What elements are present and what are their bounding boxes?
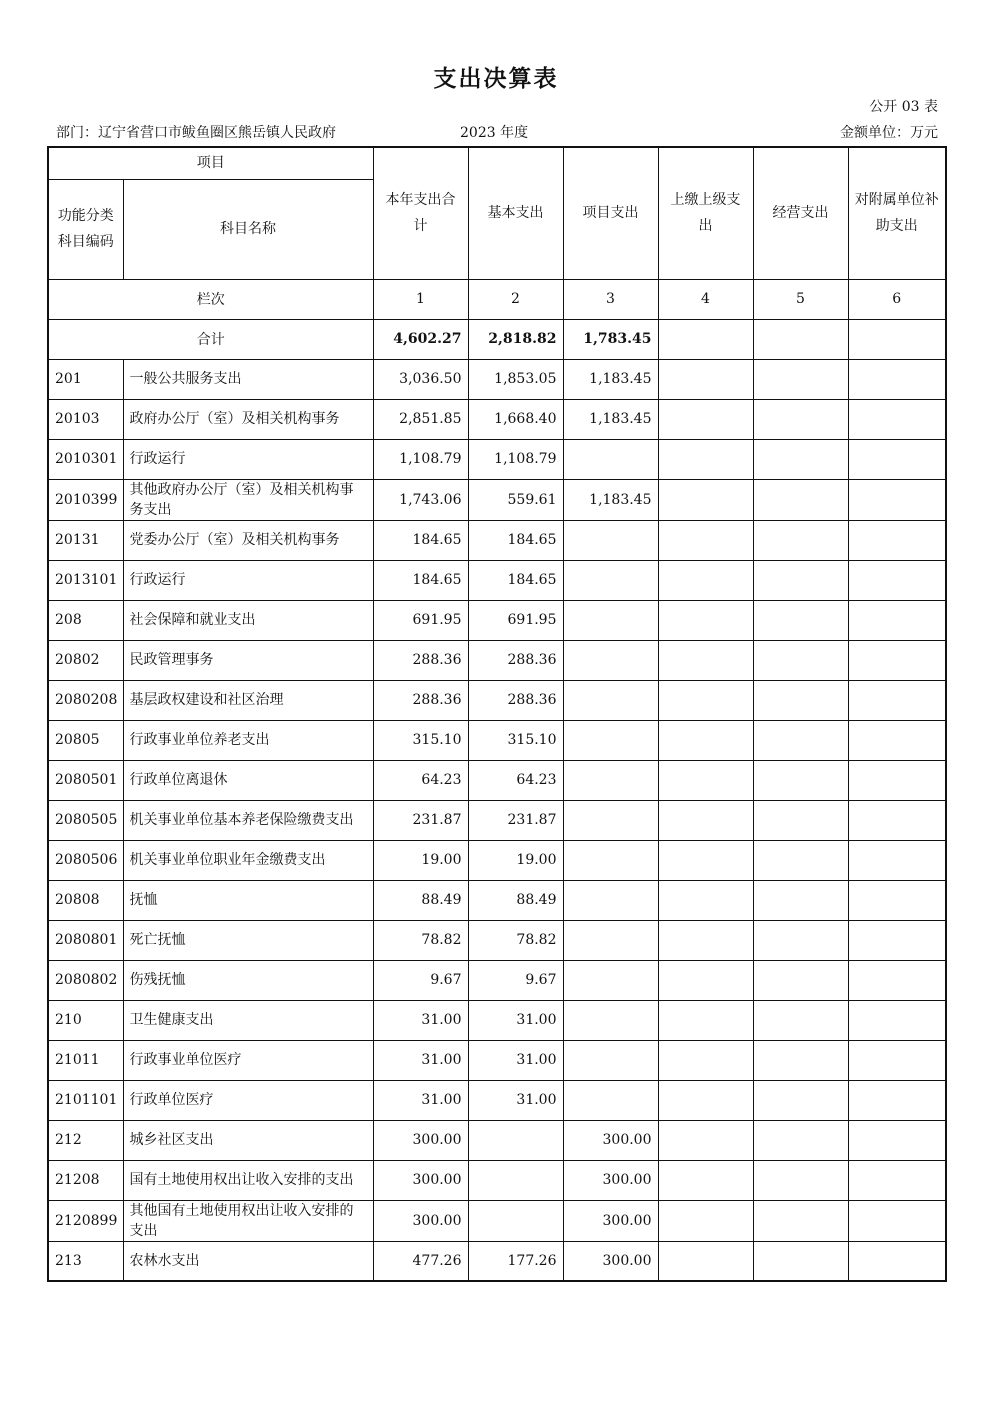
- total-label: 合计: [48, 319, 373, 359]
- row-value: [848, 720, 946, 760]
- row-value: 300.00: [563, 1160, 658, 1200]
- row-value: 1,108.79: [468, 439, 563, 479]
- row-value: 1,183.45: [563, 399, 658, 439]
- row-name: 其他政府办公厅（室）及相关机构事务支出: [123, 479, 373, 520]
- row-value: [658, 399, 753, 439]
- table-row: [48, 520, 946, 560]
- header-item: 项目: [48, 147, 373, 179]
- row-value: [753, 1200, 848, 1241]
- row-value: [563, 680, 658, 720]
- row-name: 抚恤: [123, 880, 373, 920]
- row-value: [848, 960, 946, 1000]
- row-value: [658, 359, 753, 399]
- header-upper: 上缴上级支出: [658, 147, 753, 279]
- row-value: 288.36: [468, 640, 563, 680]
- row-value: 31.00: [373, 1000, 468, 1040]
- row-code: 2080801: [48, 920, 123, 960]
- row-value: 184.65: [373, 520, 468, 560]
- table-row: [48, 840, 946, 880]
- row-value: [753, 640, 848, 680]
- row-name: 卫生健康支出: [123, 1000, 373, 1040]
- row-value: [753, 1040, 848, 1080]
- table-row: [48, 1120, 946, 1160]
- header-name: 科目名称: [123, 179, 373, 279]
- row-value: [848, 1120, 946, 1160]
- row-value: 315.10: [468, 720, 563, 760]
- column-index-row: [48, 279, 946, 319]
- row-value: [753, 800, 848, 840]
- row-value: [848, 560, 946, 600]
- row-value: [753, 840, 848, 880]
- row-value: 691.95: [468, 600, 563, 640]
- row-value: 691.95: [373, 600, 468, 640]
- table-row: [48, 600, 946, 640]
- table-row: [48, 1241, 946, 1281]
- row-value: 184.65: [373, 560, 468, 600]
- row-value: 300.00: [563, 1120, 658, 1160]
- row-value: [753, 880, 848, 920]
- row-value: 184.65: [468, 560, 563, 600]
- row-value: 300.00: [563, 1200, 658, 1241]
- row-name: 国有土地使用权出让收入安排的支出: [123, 1160, 373, 1200]
- row-value: [563, 520, 658, 560]
- row-code: 2080505: [48, 800, 123, 840]
- row-value: 31.00: [373, 1040, 468, 1080]
- year-label: 2023 年度: [460, 125, 529, 141]
- row-name: 行政运行: [123, 439, 373, 479]
- row-value: [563, 880, 658, 920]
- column-index-cell: 3: [563, 279, 658, 319]
- row-value: [753, 1160, 848, 1200]
- row-value: [563, 840, 658, 880]
- row-name: 城乡社区支出: [123, 1120, 373, 1160]
- row-value: [753, 720, 848, 760]
- row-value: [753, 479, 848, 520]
- row-value: 88.49: [373, 880, 468, 920]
- row-value: [753, 399, 848, 439]
- page-title: 支出决算表: [433, 66, 559, 92]
- row-name: 社会保障和就业支出: [123, 600, 373, 640]
- row-value: [753, 760, 848, 800]
- row-value: [658, 439, 753, 479]
- row-name: 行政单位离退休: [123, 760, 373, 800]
- row-value: 315.10: [373, 720, 468, 760]
- row-name: 民政管理事务: [123, 640, 373, 680]
- row-value: [658, 1200, 753, 1241]
- row-value: 78.82: [373, 920, 468, 960]
- row-value: [753, 1120, 848, 1160]
- row-code: 2080802: [48, 960, 123, 1000]
- row-name: 机关事业单位职业年金缴费支出: [123, 840, 373, 880]
- row-value: [848, 840, 946, 880]
- table-row: [48, 1080, 946, 1120]
- row-value: [753, 560, 848, 600]
- table-row: [48, 1040, 946, 1080]
- row-name: 政府办公厅（室）及相关机构事务: [123, 399, 373, 439]
- row-value: 19.00: [468, 840, 563, 880]
- row-value: 288.36: [373, 640, 468, 680]
- row-value: [848, 640, 946, 680]
- row-value: 1,108.79: [373, 439, 468, 479]
- row-name: 伤残抚恤: [123, 960, 373, 1000]
- row-code: 201: [48, 359, 123, 399]
- row-value: 2,851.85: [373, 399, 468, 439]
- row-value: [658, 800, 753, 840]
- table-row: [48, 479, 946, 520]
- table-row: [48, 439, 946, 479]
- row-value: [563, 1080, 658, 1120]
- row-value: [468, 1120, 563, 1160]
- row-value: [658, 560, 753, 600]
- unit-label: 金额单位：万元: [840, 125, 938, 141]
- total-value: 4,602.27: [373, 319, 468, 359]
- row-value: 300.00: [373, 1120, 468, 1160]
- row-value: [848, 1160, 946, 1200]
- row-value: [848, 800, 946, 840]
- row-value: 1,853.05: [468, 359, 563, 399]
- header-business: 经营支出: [753, 147, 848, 279]
- row-name: 行政事业单位医疗: [123, 1040, 373, 1080]
- row-value: 288.36: [468, 680, 563, 720]
- table-row: [48, 680, 946, 720]
- row-value: [563, 1000, 658, 1040]
- row-value: [658, 720, 753, 760]
- row-value: [658, 520, 753, 560]
- row-value: 231.87: [468, 800, 563, 840]
- row-code: 21011: [48, 1040, 123, 1080]
- row-code: 213: [48, 1241, 123, 1281]
- row-code: 2120899: [48, 1200, 123, 1241]
- row-value: [563, 960, 658, 1000]
- row-code: 210: [48, 1000, 123, 1040]
- header-total: 本年支出合计: [373, 147, 468, 279]
- row-code: 2010399: [48, 479, 123, 520]
- total-value: [848, 319, 946, 359]
- row-value: 477.26: [373, 1241, 468, 1281]
- row-value: 31.00: [468, 1000, 563, 1040]
- row-code: 2010301: [48, 439, 123, 479]
- row-value: [563, 600, 658, 640]
- total-value: 2,818.82: [468, 319, 563, 359]
- row-name: 其他国有土地使用权出让收入安排的支出: [123, 1200, 373, 1241]
- column-index-label: 栏次: [48, 279, 373, 319]
- row-value: 231.87: [373, 800, 468, 840]
- row-code: 20808: [48, 880, 123, 920]
- row-code: 2080501: [48, 760, 123, 800]
- row-name: 一般公共服务支出: [123, 359, 373, 399]
- header-code: 功能分类科目编码: [48, 179, 123, 279]
- row-value: 1,743.06: [373, 479, 468, 520]
- row-value: [848, 399, 946, 439]
- row-value: [563, 1040, 658, 1080]
- row-value: [658, 479, 753, 520]
- row-value: [658, 920, 753, 960]
- row-code: 20103: [48, 399, 123, 439]
- row-value: [753, 1080, 848, 1120]
- row-value: 78.82: [468, 920, 563, 960]
- row-value: 64.23: [468, 760, 563, 800]
- row-value: [658, 600, 753, 640]
- table-row: [48, 720, 946, 760]
- row-value: [753, 1000, 848, 1040]
- row-value: [848, 479, 946, 520]
- row-value: [658, 760, 753, 800]
- column-index-cell: 5: [753, 279, 848, 319]
- row-value: [563, 720, 658, 760]
- row-value: [753, 359, 848, 399]
- row-value: [658, 960, 753, 1000]
- total-row: [48, 319, 946, 359]
- row-name: 死亡抚恤: [123, 920, 373, 960]
- row-name: 基层政权建设和社区治理: [123, 680, 373, 720]
- row-code: 208: [48, 600, 123, 640]
- header-basic: 基本支出: [468, 147, 563, 279]
- row-value: 88.49: [468, 880, 563, 920]
- row-value: [848, 760, 946, 800]
- row-value: [848, 920, 946, 960]
- table-row: [48, 560, 946, 600]
- table-row: [48, 640, 946, 680]
- row-value: 31.00: [373, 1080, 468, 1120]
- row-code: 2080208: [48, 680, 123, 720]
- row-code: 20802: [48, 640, 123, 680]
- row-value: [753, 960, 848, 1000]
- row-value: [753, 439, 848, 479]
- column-index-cell: 4: [658, 279, 753, 319]
- row-value: [658, 1120, 753, 1160]
- row-value: [848, 439, 946, 479]
- row-name: 农林水支出: [123, 1241, 373, 1281]
- table-row: [48, 920, 946, 960]
- row-value: [848, 359, 946, 399]
- table-row: [48, 359, 946, 399]
- column-index-cell: 1: [373, 279, 468, 319]
- row-value: [848, 600, 946, 640]
- row-name: 党委办公厅（室）及相关机构事务: [123, 520, 373, 560]
- row-code: 2101101: [48, 1080, 123, 1120]
- row-value: 19.00: [373, 840, 468, 880]
- row-value: [658, 1080, 753, 1120]
- header-project: 项目支出: [563, 147, 658, 279]
- table-row: [48, 960, 946, 1000]
- row-value: 1,668.40: [468, 399, 563, 439]
- table-row: [48, 1160, 946, 1200]
- row-value: 300.00: [563, 1241, 658, 1281]
- row-value: 3,036.50: [373, 359, 468, 399]
- row-value: [468, 1160, 563, 1200]
- row-value: [563, 439, 658, 479]
- row-value: [848, 1000, 946, 1040]
- row-value: [563, 760, 658, 800]
- total-value: [658, 319, 753, 359]
- column-index-cell: 6: [848, 279, 946, 319]
- row-value: [658, 1160, 753, 1200]
- row-value: 9.67: [468, 960, 563, 1000]
- row-value: [753, 920, 848, 960]
- row-value: [563, 560, 658, 600]
- row-value: 64.23: [373, 760, 468, 800]
- row-value: [468, 1200, 563, 1241]
- expenditure-table: [47, 146, 947, 1282]
- table-row: [48, 399, 946, 439]
- row-value: [563, 920, 658, 960]
- row-value: 559.61: [468, 479, 563, 520]
- row-code: 2080506: [48, 840, 123, 880]
- row-value: [848, 880, 946, 920]
- row-value: [848, 1241, 946, 1281]
- row-code: 21208: [48, 1160, 123, 1200]
- row-code: 20131: [48, 520, 123, 560]
- table-row: [48, 760, 946, 800]
- table-row: [48, 1000, 946, 1040]
- department-label: 部门：辽宁省营口市鲅鱼圈区熊岳镇人民政府: [56, 125, 336, 141]
- row-value: 177.26: [468, 1241, 563, 1281]
- row-value: [753, 520, 848, 560]
- row-value: [753, 600, 848, 640]
- row-value: [658, 1000, 753, 1040]
- row-value: [658, 840, 753, 880]
- row-value: [563, 800, 658, 840]
- row-value: 1,183.45: [563, 479, 658, 520]
- row-value: 9.67: [373, 960, 468, 1000]
- total-value: 1,783.45: [563, 319, 658, 359]
- row-value: [848, 520, 946, 560]
- row-value: 300.00: [373, 1160, 468, 1200]
- total-value: [753, 319, 848, 359]
- row-value: [658, 1040, 753, 1080]
- row-code: 2013101: [48, 560, 123, 600]
- table-row: [48, 880, 946, 920]
- row-value: 288.36: [373, 680, 468, 720]
- row-value: 184.65: [468, 520, 563, 560]
- row-value: [753, 1241, 848, 1281]
- row-value: [848, 680, 946, 720]
- column-index-cell: 2: [468, 279, 563, 319]
- row-code: 212: [48, 1120, 123, 1160]
- row-name: 行政事业单位养老支出: [123, 720, 373, 760]
- row-value: 300.00: [373, 1200, 468, 1241]
- row-value: [563, 640, 658, 680]
- row-value: [658, 680, 753, 720]
- form-number: 公开 03 表: [869, 99, 938, 115]
- row-value: 31.00: [468, 1040, 563, 1080]
- row-value: 1,183.45: [563, 359, 658, 399]
- row-value: [658, 640, 753, 680]
- table-row: [48, 1200, 946, 1241]
- row-value: [753, 680, 848, 720]
- row-value: 31.00: [468, 1080, 563, 1120]
- row-name: 机关事业单位基本养老保险缴费支出: [123, 800, 373, 840]
- row-value: [658, 880, 753, 920]
- row-name: 行政运行: [123, 560, 373, 600]
- table-row: [48, 800, 946, 840]
- row-value: [848, 1080, 946, 1120]
- row-name: 行政单位医疗: [123, 1080, 373, 1120]
- header-subsidy: 对附属单位补助支出: [848, 147, 946, 279]
- row-value: [658, 1241, 753, 1281]
- row-value: [848, 1200, 946, 1241]
- row-value: [848, 1040, 946, 1080]
- row-code: 20805: [48, 720, 123, 760]
